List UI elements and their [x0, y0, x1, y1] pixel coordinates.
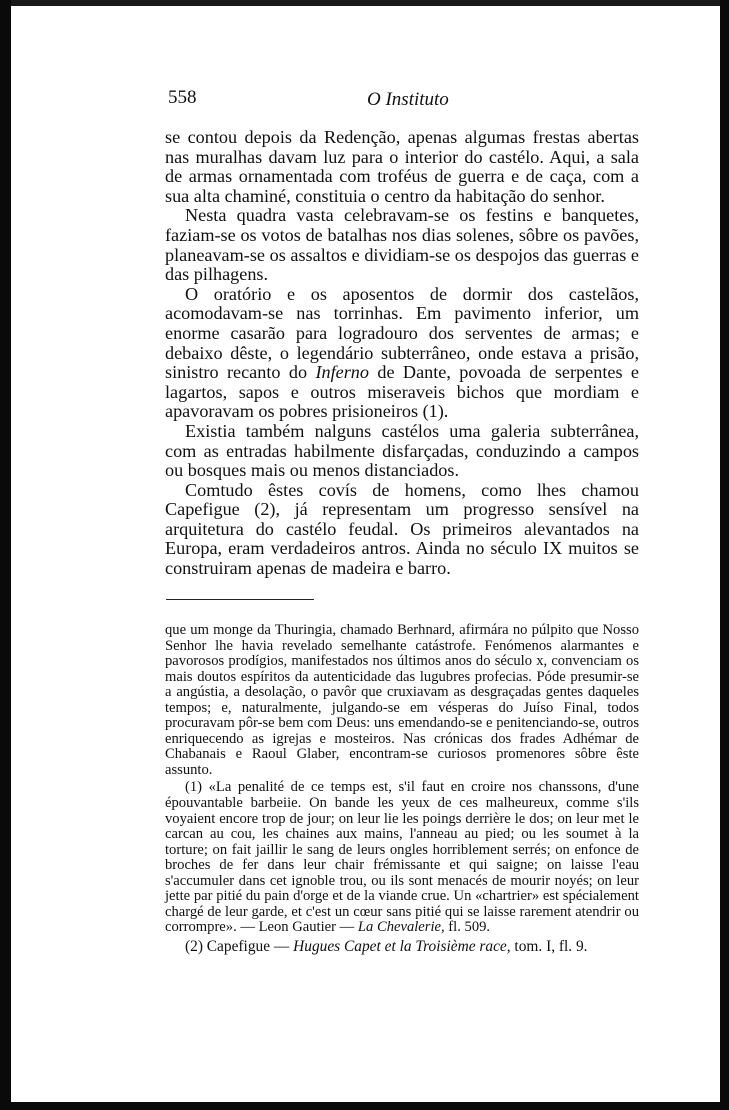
footnote-1-text: (1) «La penalité de ce temps est, s'il faut en croire nos chanssons, d'une épouvantable barbeiie. On bande les yeux de ces malheureux, comme s'ils voyaient encore trop de jour; on leur lie les poings derrière le dos; on leur met le carcan au cou, les chaines aux mains, l'anneau au pied; ou les soumet à la torture; on fait jaillir le sang de leurs ongles horriblement serrés; on enfonce de broches de fer dans leur chair frémissante et qui saigne; on laisse l'eau s'accumuler dans cet ignoble trou, ou ils sont menacés de mourir noyés; on leur jette par pitié du pain d'orge et de la viande crue. Un «chartrier» est spécialement chargé de leur garde, et c'est un cœur sans pitié qui se laisse rarement atendrir ou corrompre». — Leon Gautier — — [165, 779, 639, 936]
paragraph-3-start: O oratório e os aposentos de dormir dos castelãos, acomodavam-se nas torrinhas. Em pavimento inferior, um enorme casarão para logradouro dos serventes de armas; e debaixo dêste, o legendário subterrâneo, onde estava a prisão, sinistro recanto do — [165, 283, 639, 383]
footnote-2 — [165, 939, 639, 955]
footnotes — [165, 623, 639, 954]
footnote-rule — [166, 599, 314, 600]
inferno-italic: Inferno — [315, 362, 369, 383]
scan-border-left — [0, 0, 11, 1110]
paragraph-4: Existia também nalguns castélos uma galeria subterrânea, com as entradas habilmente disfarçadas, conduzindo a campos ou bosques mais ou menos distanciados. — [165, 420, 639, 481]
paragraph-5: Comtudo êstes covís de homens, como lhes chamou Capefigue (2), já representam um progresso sensível na arquitetura do castélo feudal. Os primeiros alevantados na Europa, eram verdadeiros antros. Ainda no século IX muitos se construiram apenas de madeira e barro. — [165, 479, 639, 579]
paragraph-1: se contou depois da Redenção, apenas algumas frestas abertas nas muralhas davam luz para o interior do castélo. Aqui, a sala de armas ornamentada com troféus de guerra e de caça, com a sua alta chaminé, constituia o centro da habitação do senhor. — [165, 127, 639, 206]
paragraph-2: Nesta quadra vasta celebravam-se os festins e banquetes, faziam-se os votos de batalhas nos dias solenes, sôbre os pavões, planeavam-se os assaltos e dividiam-se os despojos das guerras e das pilhagens. — [165, 205, 639, 285]
running-title: O Instituto — [367, 89, 449, 110]
footnote-2-title: Hugues Capet et la Troisième race, — [293, 937, 511, 955]
footnote-continuation: que um monge da Thuringia, chamado Berhnard, afirmára no púlpito que Nosso Senhor lhe havia revelado semelhante catástrofe. Fenómenos alarmantes e pavorosos prodígios, manifestados nos últimos anos do século x, convenciam os mais doutos espíritos da autenticidade das lugubres profecias. Póde presumir-se a angústia, a desolação, o pavôr que cruxiavam as desgraçadas gentes daqueles tempos; e, naturalmente, julgando-se em vésperas do Juíso Final, todos procuravam pôr-se bem com Deus: uns emendando-se e penitenciando-se, outros enriquecendo as igrejas e mosteiros. Nas crónicas dos frades Adhémar de Chabanais e Raoul Glaber, encontram-se curiosos promenores sôbre êste assunto. — [165, 622, 639, 778]
scan-border-top — [0, 0, 729, 6]
footnote-1-end: fl. 509. — [444, 919, 491, 936]
footnote-2-start: (2) Capefigue — — [185, 937, 294, 955]
footnote-1-title: La Chevalerie, — [357, 919, 445, 936]
paragraph-3-end: de Dante, povoada de serpentes e lagartos, sapos e outros miseraveis bichos que mordiam e apavoravam os pobres prisioneiros (1). — [165, 362, 639, 422]
paragraph-3 — [165, 285, 639, 422]
scan-border-bottom — [0, 1102, 729, 1110]
footnote-2-end: tom. I, fl. 9. — [510, 937, 588, 955]
main-text — [165, 128, 639, 579]
scan-border-right — [720, 0, 729, 1110]
page-number: 558 — [168, 87, 197, 108]
footnote-1 — [165, 780, 639, 935]
